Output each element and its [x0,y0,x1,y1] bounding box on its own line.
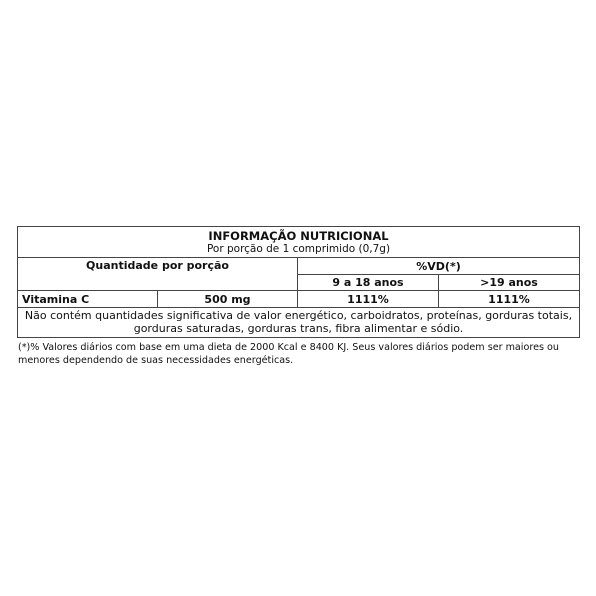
nutrient-vd-9-18: 1111% [298,291,439,308]
nutrient-name: Vitamina C [18,291,158,308]
serving-size: Por porção de 1 comprimido (0,7g) [206,243,391,255]
table-row [18,291,580,308]
table-title-cell [18,227,580,258]
table-title-row [18,227,580,258]
nutrient-note: Não contém quantidades significativa de valor energético, carboidratos, proteínas, gorduras totais, gorduras saturadas, gorduras trans, fibra alimentar e sódio. [18,308,580,338]
quantity-header: Quantidade por porção [18,258,298,291]
nutrient-amount: 500 mg [158,291,298,308]
nutrition-table [17,226,580,338]
table-title: INFORMAÇÃO NUTRICIONAL [208,229,389,243]
age-group-9-18: 9 a 18 anos [298,275,439,291]
nutrient-vd-19-plus: 1111% [439,291,580,308]
nutrition-panel [17,226,579,367]
age-group-19-plus: >19 anos [439,275,580,291]
footnote: (*)% Valores diários com base em uma dieta de 2000 Kcal e 8400 KJ. Seus valores diários podem ser maiores ou menores dependendo de suas necessidades energéticas. [18,342,559,366]
note-row [18,308,580,338]
vd-header: %VD(*) [298,258,580,275]
header-row [18,258,580,275]
